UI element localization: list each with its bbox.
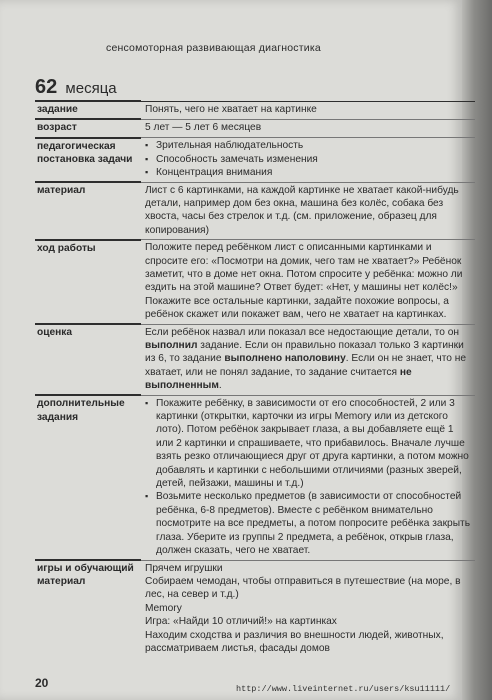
value-games (141, 560, 475, 657)
evaluation-text: . (218, 380, 222, 392)
goals-list (145, 139, 471, 179)
evaluation-text: Если ребёнок назвал или показал все недостающие детали, то он (145, 326, 460, 338)
goal-item: ▪ Концентрация внимания (145, 166, 471, 179)
row-goals (35, 138, 475, 182)
evaluation-text: . Если он не знает, что не хватает, или не понял задание, то задание считается (145, 353, 467, 378)
evaluation-bold: выполнено наполовину (224, 353, 346, 365)
games-line: Находим сходства и различия во внешности людей, животных, рассматриваем листья, фасады домов (145, 629, 444, 654)
evaluation-text: задание. Если он правильно показал только 3 картинки из 6, то задание (145, 340, 464, 365)
row-evaluation (35, 324, 475, 395)
value-goals (141, 138, 475, 182)
value-material: Лист с 6 картинками, на каждой картинке не хватает какой-нибудь детали, например дом без окна, машина без колёс, собака без хвоста, часы без стрелок и т.д. (см. приложение, образец для копирования) (141, 182, 475, 240)
page-number: 20 (35, 676, 49, 690)
goal-item: ▪ Зрительная наблюдательность (145, 139, 471, 152)
watermark-url: http://www.liveinternet.ru/users/ksu11111/ (236, 684, 451, 694)
running-header: сенсомоторная развивающая диагностика (106, 42, 321, 54)
row-extra (35, 395, 475, 560)
age-unit: месяца (65, 80, 117, 97)
label-material: материал (35, 182, 141, 240)
games-line: Memory (145, 602, 182, 614)
procedure-paragraph: Положите перед ребёнком лист с описанными картинками и спросите его: «Посмотри на домик, чего там не хватает?» Ребёнок заметит, что в доме нет окна. Потом спросите у ребёнка: можно ли ездить на этой машине? Ответ будет: «Нет, у машины нет колёс!» (145, 242, 463, 294)
label-task: задание (35, 101, 141, 119)
label-evaluation: оценка (35, 324, 141, 395)
row-task (35, 101, 475, 119)
value-procedure (141, 240, 475, 324)
evaluation-bold: выполнил (145, 340, 198, 351)
goal-item: ▪ Способность замечать изменения (145, 153, 471, 166)
evaluation-bold: не выполненным (145, 366, 412, 392)
procedure-paragraph: Покажите все остальные картинки, задайте похожие вопросы, а ребёнок скажет или покажет вам, чего не хватает на картинках. (145, 295, 449, 321)
extra-list (145, 397, 471, 558)
value-task: Понять, чего не хватает на картинке (141, 101, 475, 119)
label-age: возраст (35, 119, 141, 137)
label-procedure: ход работы (35, 240, 141, 324)
label-games: игры и обучающий материал (35, 560, 141, 657)
value-age: 5 лет — 5 лет 6 месяцев (141, 119, 475, 137)
games-line: Собираем чемодан, чтобы отправиться в путешествие (на море, в лес, на север и т.д.) (145, 575, 461, 601)
row-material (35, 182, 475, 240)
extra-item: ▪ Покажите ребёнку, в зависимости от его способностей, 2 или 3 картинки (открытки, карточки из игры Memory или из детского лото). Потом ребёнок закрывает глаза, а вы добавляете ещё 1 или 2 картинки и спрашиваете, что прибавилось. Вначале лучше взять резко отличающиеся друг от друга картинки, а потом можно добавлять и картинки с небольшими отличиями (разных зверей, детей, пейзажи, машины и т.д.) (145, 397, 471, 491)
extra-item: ▪ Возьмите несколько предметов (в зависимости от способностей ребёнка, 6-8 предметов). Вместе с ребёнком внимательно посмотрите на все предметы, а потом попросите ребёнка закрыть глаза. Уберите из группы 2 предмета, а ребёнок, открыв глаза, должен сказать, чего не хватает. (145, 490, 471, 557)
task-sheet (35, 100, 475, 657)
row-age (35, 119, 475, 137)
games-line: Игра: «Найди 10 отличий!» на картинках (145, 616, 337, 628)
row-games (35, 560, 475, 657)
label-extra: дополнительные задания (35, 395, 141, 560)
value-evaluation (141, 324, 475, 395)
age-title (35, 76, 117, 99)
row-procedure (35, 240, 475, 324)
games-line: Прячем игрушки (145, 562, 223, 574)
age-number: 62 (35, 76, 58, 98)
label-goals: педагогическая постановка задачи (35, 138, 141, 182)
value-extra (141, 395, 475, 560)
